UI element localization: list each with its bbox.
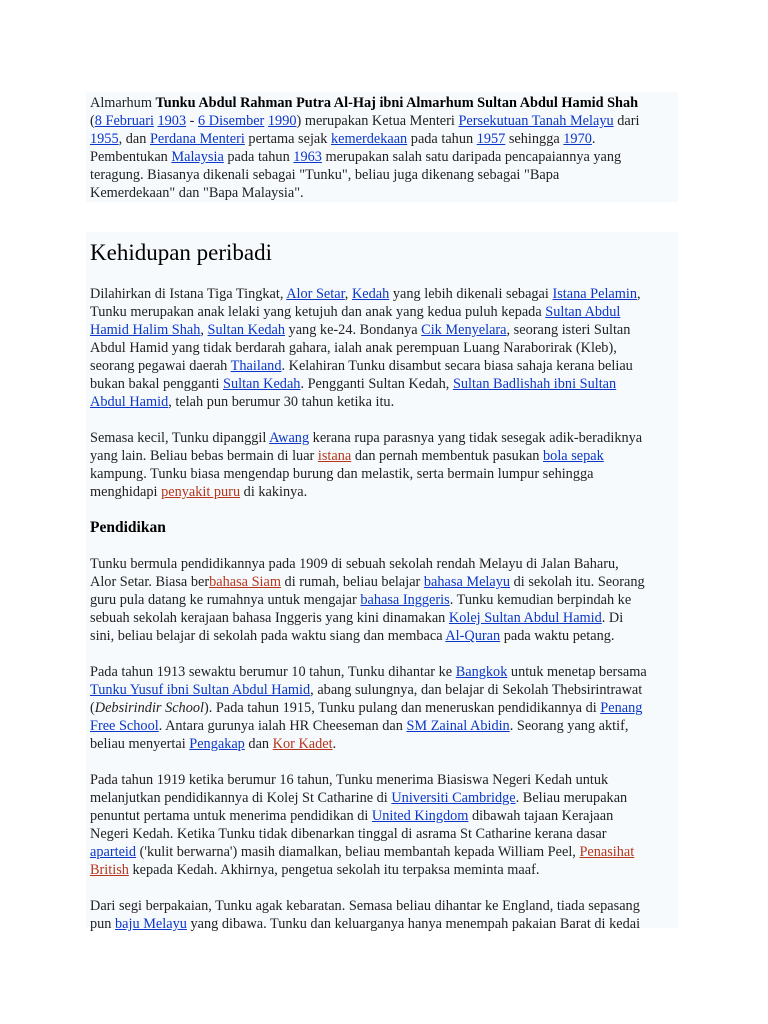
link-aparteid[interactable]: aparteid (90, 844, 137, 860)
link-1903[interactable]: 1903 (157, 113, 187, 129)
text: ). Pada tahun 1915, Tunku pulang dan meneruskan pendidikannya di (203, 700, 601, 716)
link-1957[interactable]: 1957 (476, 131, 506, 147)
text: . Tunku kemudian berpindah ke (449, 592, 632, 608)
text: Negeri Kedah. Ketika Tunku tidak dibenarkan tinggal di asrama St Catharine kerana dasar (90, 826, 607, 842)
text: . Di (601, 610, 624, 626)
link-perdana-menteri[interactable]: Perdana Menteri (149, 131, 245, 147)
text: . (332, 736, 337, 752)
paragraph-education-early (86, 555, 678, 645)
intro-paragraph (86, 92, 678, 202)
text: , (344, 286, 352, 302)
text: , (200, 322, 208, 338)
paragraph-education-cambridge (86, 771, 678, 879)
link-penasihat-british[interactable]: British (90, 862, 129, 878)
link-persekutuan-tanah-melayu[interactable]: Persekutuan Tanah Melayu (458, 113, 614, 129)
link-malaysia[interactable]: Malaysia (171, 149, 224, 165)
italic-school-name: Debsirindir School (94, 700, 204, 716)
text: ( (90, 700, 95, 716)
link-sultan-kedah[interactable]: Sultan Kedah (207, 322, 285, 338)
link-6-disember[interactable]: 6 Disember (198, 113, 265, 129)
paragraph-childhood (86, 429, 678, 501)
text: merupakan salah satu daripada pencapaiannya yang (321, 149, 622, 165)
biography-section (86, 232, 678, 932)
link-kolej-sultan-abdul-hamid[interactable]: Kolej Sultan Abdul Hamid (448, 610, 602, 626)
text: kepada Kedah. Akhirnya, pengetua sekolah itu terpaksa meminta maaf. (128, 862, 540, 878)
link-penang-free-school[interactable]: Penang (600, 700, 643, 716)
link-universiti-cambridge[interactable]: Universiti Cambridge (391, 790, 516, 806)
text: di sekolah itu. Seorang (510, 574, 645, 590)
link-penang-free-school[interactable]: Free School (90, 718, 159, 734)
link-kedah[interactable]: Kedah (351, 286, 390, 302)
text: yang lain. Beliau bebas bermain di luar (90, 448, 318, 464)
link-sultan-badlishah[interactable]: Sultan Badlishah ibni Sultan (452, 376, 617, 392)
link-1990[interactable]: 1990 (267, 113, 297, 129)
link-bola-sepak[interactable]: bola sepak (543, 448, 604, 464)
text: beliau menyertai (90, 736, 190, 752)
link-tunku-yusuf[interactable]: Tunku Yusuf ibni Sultan Abdul Hamid (90, 682, 311, 698)
link-sultan-abdul-hamid-halim-shah[interactable]: Sultan Abdul (545, 304, 621, 320)
text: yang dibawa. Tunku dan keluarganya hanya menempah pakaian Barat di kedai (186, 916, 641, 932)
link-8-februari[interactable]: 8 Februari (94, 113, 154, 129)
text: yang ke-24. Bondanya (284, 322, 422, 338)
text: pada tahun (223, 149, 294, 165)
text: Pada tahun 1913 sewaktu berumur 10 tahun, Tunku dihantar ke (90, 664, 456, 680)
link-sm-zainal-abidin[interactable]: SM Zainal Abidin (406, 718, 510, 734)
text: . Kelahiran Tunku disambut secara biasa sahaja kerana beliau (281, 358, 633, 374)
text: teragung. Biasanya dikenali sebagai "Tunku", beliau juga dikenang sebagai "Bapa (90, 167, 560, 183)
link-penyakit-puru[interactable]: penyakit puru (161, 484, 241, 500)
text: pertama sejak (244, 131, 331, 147)
text: di rumah, beliau belajar (280, 574, 424, 590)
text: . Seorang yang aktif, (509, 718, 629, 734)
link-bangkok[interactable]: Bangkok (455, 664, 508, 680)
paragraph-attire (86, 897, 678, 933)
text: dan pernah membentuk pasukan (351, 448, 544, 464)
link-cik-menyelara[interactable]: Cik Menyelara (421, 322, 507, 338)
text: , telah pun berumur 30 tahun ketika itu. (168, 394, 395, 410)
text: menghidapi (90, 484, 162, 500)
text: Tunku merupakan anak lelaki yang ketujuh dan anak yang kedua puluh kepada (90, 304, 546, 320)
text: sini, beliau belajar di sekolah pada waktu siang dan membaca (90, 628, 446, 644)
text: Semasa kecil, Tunku dipanggil (90, 430, 270, 446)
text: Dilahirkan di Istana Tiga Tingkat, (90, 286, 287, 302)
text: yang lebih dikenali sebagai (389, 286, 553, 302)
text: kerana rupa parasnya yang tidak sesegak adik-beradiknya (309, 430, 643, 446)
text: , dan (118, 131, 150, 147)
link-alor-setar[interactable]: Alor Setar (286, 286, 345, 302)
link-istana[interactable]: istana (317, 448, 352, 464)
text: . (591, 131, 596, 147)
link-sultan-kedah[interactable]: Sultan Kedah (223, 376, 301, 392)
text: Pada tahun 1919 ketika berumur 16 tahun, Tunku menerima Biasiswa Negeri Kedah untuk (90, 772, 609, 788)
text: - (186, 113, 199, 129)
link-1970[interactable]: 1970 (563, 131, 592, 147)
link-bahasa-siam[interactable]: bahasa Siam (209, 574, 281, 590)
text: bukan bakal pengganti (90, 376, 224, 392)
text: sebuah sekolah kerajaan bahasa Inggeris yang kini dinamakan (90, 610, 449, 626)
text: , abang sulungnya, dan belajar di Sekolah Thebsirintrawat (310, 682, 643, 698)
subsection-heading: Pendidikan (90, 519, 166, 536)
text: Tunku bermula pendidikannya pada 1909 di sebuah sekolah rendah Melayu di Jalan Baharu, (90, 556, 619, 572)
text: Abdul Hamid yang tidak berdarah gahara, ialah anak perempuan Luang Naraborirak (Kleb), (90, 340, 617, 356)
text: Alor Setar. Biasa ber (90, 574, 210, 590)
text: Almarhum (90, 95, 156, 111)
link-sultan-badlishah[interactable]: Abdul Hamid (90, 394, 169, 410)
link-al-quran[interactable]: Al-Quran (445, 628, 501, 644)
link-awang[interactable]: Awang (269, 430, 310, 446)
paragraph-birth (86, 285, 678, 411)
link-sultan-abdul-hamid-halim-shah[interactable]: Hamid Halim Shah (90, 322, 201, 338)
link-united-kingdom[interactable]: United Kingdom (371, 808, 469, 824)
link-kemerdekaan[interactable]: kemerdekaan (331, 131, 408, 147)
link-thailand[interactable]: Thailand (230, 358, 282, 374)
text: seorang pegawai daerah (90, 358, 231, 374)
intro-block (86, 92, 678, 202)
text: di kakinya. (240, 484, 308, 500)
link-penasihat-british[interactable]: Penasihat (579, 844, 635, 860)
text: melanjutkan pendidikannya di Kolej St Catharine di (90, 790, 392, 806)
text: dan (244, 736, 273, 752)
link-istana-pelamin[interactable]: Istana Pelamin (552, 286, 638, 302)
text: . Antara gurunya ialah HR Cheeseman dan (158, 718, 407, 734)
text: dibawah tajaan Kerajaan (468, 808, 614, 824)
text: ) merupakan Ketua Menteri (296, 113, 459, 129)
link-bahasa-melayu[interactable]: bahasa Melayu (423, 574, 511, 590)
text: untuk menetap bersama (507, 664, 647, 680)
text: Pembentukan (90, 149, 172, 165)
text: ( (90, 113, 95, 129)
paragraph-education-bangkok (86, 663, 678, 753)
text: pada waktu petang. (500, 628, 615, 644)
text: , seorang isteri Sultan (506, 322, 631, 338)
text: pada tahun (407, 131, 477, 147)
subject-name: Tunku Abdul Rahman Putra Al-Haj ibni Almarhum Sultan Abdul Hamid Shah (155, 95, 639, 111)
link-baju-melayu[interactable]: baju Melayu (115, 916, 187, 932)
link-1963[interactable]: 1963 (293, 149, 322, 165)
text: sehingga (505, 131, 564, 147)
text: guru pula datang ke rumahnya untuk mengajar (90, 592, 361, 608)
section-heading: Kehidupan peribadi (90, 240, 273, 265)
text: , (637, 286, 641, 302)
text: ('kulit berwarna') masih diamalkan, beliau membantah kepada William Peel, (136, 844, 580, 860)
text: . Pengganti Sultan Kedah, (300, 376, 453, 392)
link-kor-kadet[interactable]: Kor Kadet (272, 736, 333, 752)
text: . Beliau merupakan (515, 790, 628, 806)
link-1955[interactable]: 1955 (90, 131, 119, 147)
text: dari (613, 113, 640, 129)
text: kampung. Tunku biasa mengendap burung dan melastik, serta bermain lumpur sehingga (90, 466, 594, 482)
text: Kemerdekaan" dan "Bapa Malaysia". (90, 185, 304, 201)
link-bahasa-inggeris[interactable]: bahasa Inggeris (360, 592, 450, 608)
link-pengakap[interactable]: Pengakap (189, 736, 245, 752)
text: Dari segi berpakaian, Tunku agak kebaratan. Semasa beliau dihantar ke England, tiada sepasang (90, 898, 640, 914)
text: pun (90, 916, 116, 932)
text: penuntut pertama untuk menerima pendidikan di (90, 808, 372, 824)
